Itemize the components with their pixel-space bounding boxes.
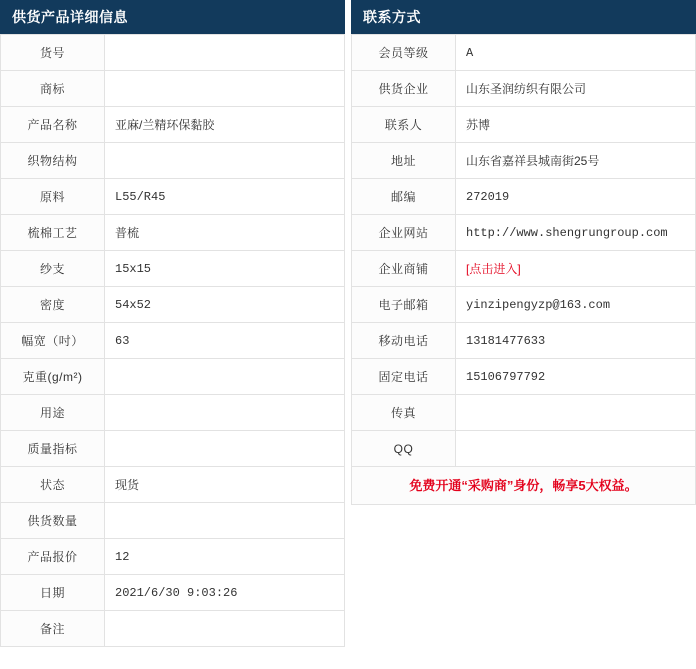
row-value-weight [105,359,345,395]
supply-product-detail-panel [0,0,345,647]
table-row [1,431,345,467]
table-row [352,431,696,467]
table-row [352,215,696,251]
row-label-address: 地址 [352,143,456,179]
table-row [1,35,345,71]
row-value-width: 63 [105,323,345,359]
row-label-postcode: 邮编 [352,179,456,215]
table-row [352,107,696,143]
table-row [1,539,345,575]
row-label-mobile: 移动电话 [352,323,456,359]
row-value-date: 2021/6/30 9:03:26 [105,575,345,611]
row-value-postcode: 272019 [456,179,696,215]
row-value-company: 山东圣润纺织有限公司 [456,71,696,107]
row-value-email[interactable]: yinzipengyzp@163.com [456,287,696,323]
row-value-density: 54x52 [105,287,345,323]
table-row [352,179,696,215]
table-row [1,215,345,251]
row-value-mobile: 13181477633 [456,323,696,359]
row-label-material: 原料 [1,179,105,215]
row-value-yarn-count: 15x15 [105,251,345,287]
row-label-company: 供货企业 [352,71,456,107]
row-value-address: 山东省嘉祥县城南街25号 [456,143,696,179]
row-value-carding-process: 普梳 [105,215,345,251]
row-label-usage: 用途 [1,395,105,431]
table-row [1,287,345,323]
table-row [352,71,696,107]
table-row [352,287,696,323]
row-value-contact-person: 苏博 [456,107,696,143]
row-value-price: 12 [105,539,345,575]
row-value-shangbiao [105,71,345,107]
row-label-price: 产品报价 [1,539,105,575]
table-row [1,359,345,395]
row-value-fabric-structure [105,143,345,179]
row-label-supply-quantity: 供货数量 [1,503,105,539]
purchaser-promo-banner[interactable]: 免费开通“采购商”身份，畅享5大权益。 [351,467,696,505]
enter-shop-link[interactable]: [点击进入] [466,262,521,276]
table-row [1,503,345,539]
row-label-email: 电子邮箱 [352,287,456,323]
row-label-shangbiao: 商标 [1,71,105,107]
row-label-huohao: 货号 [1,35,105,71]
table-row [1,71,345,107]
row-value-product-name: 亚麻/兰精环保黏胶 [105,107,345,143]
row-label-website: 企业网站 [352,215,456,251]
row-value-shop [456,251,696,287]
row-label-telephone: 固定电话 [352,359,456,395]
table-row [352,35,696,71]
row-label-quality-index: 质量指标 [1,431,105,467]
row-label-remark: 备注 [1,611,105,647]
table-row [1,143,345,179]
table-row [1,107,345,143]
row-value-fax [456,395,696,431]
table-row [352,359,696,395]
row-value-usage [105,395,345,431]
table-row [352,251,696,287]
row-label-contact-person: 联系人 [352,107,456,143]
table-row [352,323,696,359]
table-row [1,395,345,431]
row-label-date: 日期 [1,575,105,611]
contact-info-table [351,34,696,467]
table-row [352,143,696,179]
row-value-remark [105,611,345,647]
row-value-supply-quantity [105,503,345,539]
row-value-quality-index [105,431,345,467]
table-row [352,395,696,431]
row-value-website[interactable]: http://www.shengrungroup.com [456,215,696,251]
row-value-qq [456,431,696,467]
row-label-qq: QQ [352,431,456,467]
table-row [1,611,345,647]
table-row [1,251,345,287]
table-row [1,575,345,611]
table-row [1,179,345,215]
row-label-member-level: 会员等级 [352,35,456,71]
row-label-carding-process: 梳棉工艺 [1,215,105,251]
table-row [1,323,345,359]
row-label-status: 状态 [1,467,105,503]
row-value-material: L55/R45 [105,179,345,215]
row-label-yarn-count: 纱支 [1,251,105,287]
right-panel-title: 联系方式 [351,0,696,34]
row-label-density: 密度 [1,287,105,323]
row-label-fax: 传真 [352,395,456,431]
row-value-telephone: 15106797792 [456,359,696,395]
contact-info-panel [351,0,696,505]
row-value-status: 现货 [105,467,345,503]
row-label-weight: 克重(g/m²) [1,359,105,395]
row-value-member-level: A [456,35,696,71]
row-label-product-name: 产品名称 [1,107,105,143]
row-label-shop: 企业商铺 [352,251,456,287]
row-label-width: 幅宽（吋） [1,323,105,359]
row-value-huohao [105,35,345,71]
table-row [1,467,345,503]
product-detail-table [0,34,345,647]
row-label-fabric-structure: 织物结构 [1,143,105,179]
left-panel-title: 供货产品详细信息 [0,0,345,34]
